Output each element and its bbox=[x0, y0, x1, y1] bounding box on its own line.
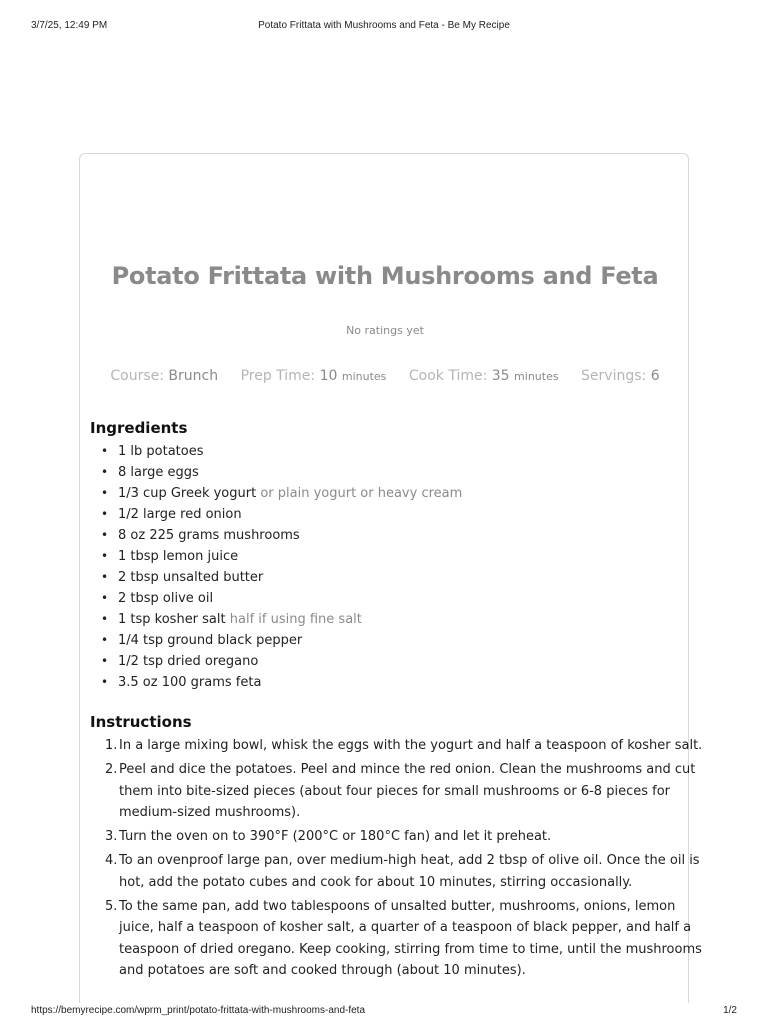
meta-cook-value: 35 bbox=[491, 368, 510, 384]
ingredient-item bbox=[101, 463, 708, 484]
ingredient-text: 1/2 tsp dried oregano bbox=[118, 654, 259, 669]
bullet-icon: • bbox=[101, 591, 109, 605]
ingredient-item bbox=[101, 505, 708, 526]
bullet-icon: • bbox=[101, 654, 109, 668]
bullet-icon: • bbox=[101, 633, 109, 647]
bullet-icon: • bbox=[101, 465, 109, 479]
ingredient-text: 2 tbsp unsalted butter bbox=[118, 570, 264, 585]
instruction-step bbox=[105, 896, 709, 982]
recipe-card bbox=[79, 153, 703, 1003]
meta-prep-unit: minutes bbox=[341, 370, 387, 383]
instruction-step bbox=[105, 850, 709, 893]
ingredient-item bbox=[101, 547, 708, 568]
ingredient-text: 1 tbsp lemon juice bbox=[118, 549, 239, 564]
step-text: Turn the oven on to 390°F (200°C or 180°C fan) and let it preheat. bbox=[119, 829, 552, 844]
ingredient-note: half if using fine salt bbox=[229, 612, 362, 627]
recipe-ratings: No ratings yet bbox=[346, 324, 424, 337]
bullet-icon: • bbox=[101, 528, 109, 542]
bullet-icon: • bbox=[101, 570, 109, 584]
ingredient-text: 2 tbsp olive oil bbox=[118, 591, 214, 606]
ingredient-text: 1/4 tsp ground black pepper bbox=[118, 633, 303, 648]
instruction-step bbox=[105, 735, 709, 757]
meta-servings bbox=[581, 368, 660, 384]
step-text: Peel and dice the potatoes. Peel and mince the red onion. Clean the mushrooms and cut them into bite-sized pieces (about four pieces for small mushrooms or 6-8 pieces for medium-sized mushrooms). bbox=[119, 762, 696, 820]
bullet-icon: • bbox=[101, 675, 109, 689]
print-header bbox=[0, 0, 768, 31]
ingredient-text: 1/2 large red onion bbox=[118, 507, 242, 522]
bullet-icon: • bbox=[101, 444, 109, 458]
instructions-list bbox=[90, 735, 709, 984]
recipe-title: Potato Frittata with Mushrooms and Feta bbox=[111, 262, 659, 290]
ingredient-item bbox=[101, 568, 708, 589]
step-text: To an ovenproof large pan, over medium-high heat, add 2 tbsp of olive oil. Once the oil is hot, add the potato cubes and cook for about 10 minutes, stirring occasionally. bbox=[119, 853, 700, 890]
step-number: 3. bbox=[105, 829, 118, 844]
bullet-icon: • bbox=[101, 507, 109, 521]
ingredient-text: 1 tsp kosher salt bbox=[118, 612, 226, 627]
meta-course-label: Course: bbox=[110, 368, 164, 384]
ingredient-item bbox=[101, 652, 708, 673]
instruction-step bbox=[105, 759, 709, 824]
instructions-heading: Instructions bbox=[90, 713, 192, 731]
meta-course-value: Brunch bbox=[168, 368, 219, 384]
step-text: In a large mixing bowl, whisk the eggs with the yogurt and half a teaspoon of kosher salt. bbox=[119, 738, 703, 753]
meta-prep-label: Prep Time: bbox=[240, 368, 316, 384]
meta-servings-value: 6 bbox=[650, 368, 660, 384]
ingredient-text: 1/3 cup Greek yogurt bbox=[118, 486, 257, 501]
recipe-meta bbox=[80, 368, 690, 384]
ingredient-text: 8 large eggs bbox=[118, 465, 199, 480]
print-page-title: Potato Frittata with Mushrooms and Feta - Be My Recipe bbox=[258, 20, 510, 31]
ingredient-item bbox=[101, 526, 708, 547]
step-number: 4. bbox=[105, 853, 118, 868]
meta-cook-time bbox=[409, 368, 559, 384]
ingredient-text: 8 oz 225 grams mushrooms bbox=[118, 528, 300, 543]
ingredient-text: 3.5 oz 100 grams feta bbox=[118, 675, 262, 690]
meta-cook-label: Cook Time: bbox=[408, 368, 488, 384]
ingredient-item bbox=[101, 484, 708, 505]
ingredient-item bbox=[101, 442, 708, 463]
meta-prep-value: 10 bbox=[319, 368, 338, 384]
meta-course bbox=[110, 368, 218, 384]
step-number: 1. bbox=[105, 738, 118, 753]
step-text: To the same pan, add two tablespoons of unsalted butter, mushrooms, onions, lemon juice, half a teaspoon of kosher salt, a quarter of a teaspoon of black pepper, and half a teaspoon of dried oregano. Keep cooking, stirring from time to time, until the mushrooms and potatoes are soft and cooked through (about 10 minutes). bbox=[119, 898, 702, 978]
meta-servings-label: Servings: bbox=[581, 368, 647, 384]
ingredients-list bbox=[90, 442, 708, 694]
print-datetime: 3/7/25, 12:49 PM bbox=[31, 20, 108, 31]
meta-prep-time bbox=[241, 368, 387, 384]
step-number: 5. bbox=[105, 898, 118, 914]
bullet-icon: • bbox=[101, 612, 109, 626]
instruction-step bbox=[105, 826, 709, 848]
ingredients-heading: Ingredients bbox=[90, 419, 188, 437]
meta-cook-unit: minutes bbox=[514, 370, 559, 383]
bullet-icon: • bbox=[101, 486, 109, 500]
ingredient-item bbox=[101, 589, 708, 610]
print-page-number: 1/2 bbox=[723, 1005, 737, 1016]
print-url: https://bemyrecipe.com/wprm_print/potato-frittata-with-mushrooms-and-feta bbox=[31, 1005, 366, 1016]
ingredient-text: 1 lb potatoes bbox=[118, 444, 204, 459]
ingredient-item bbox=[101, 673, 708, 694]
bullet-icon: • bbox=[101, 549, 109, 563]
print-footer bbox=[0, 996, 768, 1024]
ingredient-note: or plain yogurt or heavy cream bbox=[260, 486, 463, 501]
ingredient-item bbox=[101, 610, 708, 631]
ingredient-item bbox=[101, 631, 708, 652]
step-number: 2. bbox=[105, 762, 118, 777]
